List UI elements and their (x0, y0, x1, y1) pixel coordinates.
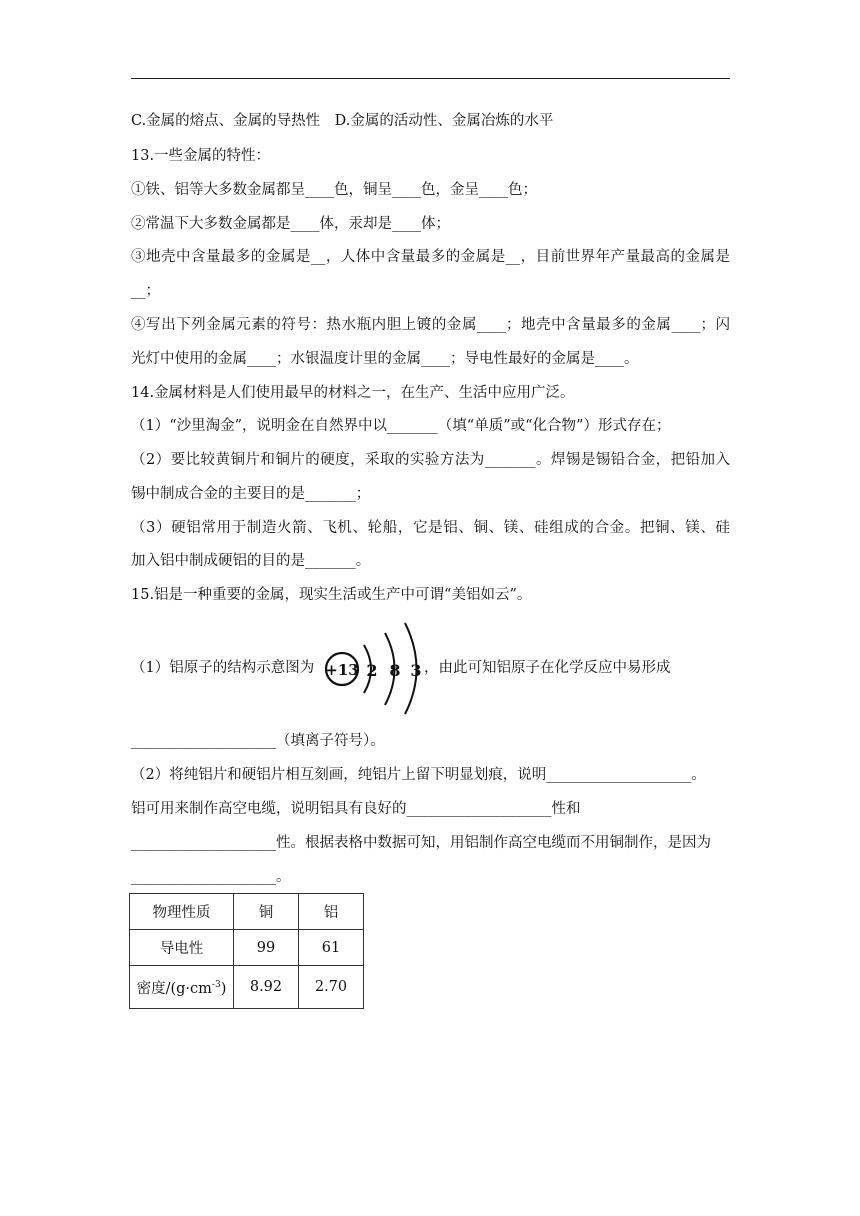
shell-electrons-3: 3 (410, 661, 422, 680)
question-15-title: 15.铝是一种重要的金属，现实生活或生产中可谓“美铝如云”。 (131, 587, 532, 603)
table-header-cell: 铜 (234, 894, 299, 930)
nucleus-charge: +13 (325, 661, 359, 679)
q15-part-2-cont-3: ____________________。 (131, 869, 291, 885)
q15-part-2-cont-1: 铝可用来制作高空电缆，说明铝具有良好的____________________性和 (131, 801, 581, 817)
option-c-d: C.金属的熔点、金属的导热性 D.金属的活动性、金属冶炼的水平 (131, 113, 554, 129)
q14-part-1: （1）“沙里淘金”，说明金在自然界中以_______（填“单质”或“化合物”）形式存在； (131, 418, 671, 434)
header-rule (131, 78, 730, 79)
q15-part-1: （1）铝原子的结构示意图为 (131, 660, 315, 676)
q13-item-3-cont: __； (131, 283, 160, 299)
q15-part-1-cont: ，由此可知铝原子在化学反应中易形成 (424, 660, 671, 676)
table-cell-density-label (130, 966, 234, 1009)
q15-part-2: （2）将纯铝片和硬铝片相互刻画，纯铝片上留下明显划痕，说明____________________。 (131, 767, 706, 783)
q14-part-3: （3）硬铝常用于制造火箭、飞机、轮船，它是铝、铜、镁、硅组成的合金。把铜、镁、硅 (131, 520, 730, 536)
q15-part-1-blank: ____________________（填离子符号）。 (131, 733, 385, 749)
table-cell: 8.92 (234, 966, 299, 1009)
table-row (130, 930, 364, 966)
table-cell: 2.70 (299, 966, 364, 1009)
density-label-prefix: 密度/(g·cm (136, 980, 212, 997)
q14-part-2: （2）要比较黄铜片和铜片的硬度，采取的实验方法为_______。焊锡是锡铅合金，把铅加入 (131, 452, 730, 468)
q15-part-2-cont-2: ____________________性。根据表格中数据可知，用铝制作高空电缆而不用铜制作，是因为 (131, 835, 711, 851)
table-cell: 61 (299, 930, 364, 966)
question-14-title: 14.金属材料是人们使用最早的材料之一，在生产、生活中应用广泛。 (131, 385, 575, 401)
density-label-suffix: ) (220, 980, 227, 997)
q13-item-4: ④写出下列金属元素的符号：热水瓶内胆上镀的金属____；地壳中含量最多的金属____；闪 (131, 317, 730, 333)
q13-item-1: ①铁、铝等大多数金属都呈____色，铜呈____色，金呈____色； (131, 182, 537, 198)
shell-electrons-1: 2 (366, 661, 378, 680)
property-table (129, 893, 364, 1009)
table-cell: 导电性 (130, 930, 234, 966)
table-header-cell: 铝 (299, 894, 364, 930)
aluminum-atom-structure-diagram (320, 618, 432, 718)
q14-part-3-cont: 加入铝中制成硬铝的目的是_______。 (131, 553, 371, 569)
table-row (130, 966, 364, 1009)
table-header-row (130, 894, 364, 930)
shell-electrons-2: 8 (389, 661, 401, 680)
q14-part-2-cont: 锡中制成合金的主要目的是_______； (131, 486, 371, 502)
q13-item-2: ②常温下大多数金属都是____体，汞却是____体； (131, 216, 450, 232)
question-13-title: 13.一些金属的特性： (131, 148, 271, 164)
q13-item-4-cont: 光灯中使用的金属____；水银温度计里的金属____；导电性最好的金属是____。 (131, 351, 639, 367)
table-cell: 99 (234, 930, 299, 966)
table-header-cell: 物理性质 (130, 894, 234, 930)
density-label-exponent: -3 (211, 979, 221, 990)
q13-item-3: ③地壳中含量最多的金属是__，人体中含量最多的金属是__，目前世界年产量最高的金属是 (131, 249, 730, 265)
